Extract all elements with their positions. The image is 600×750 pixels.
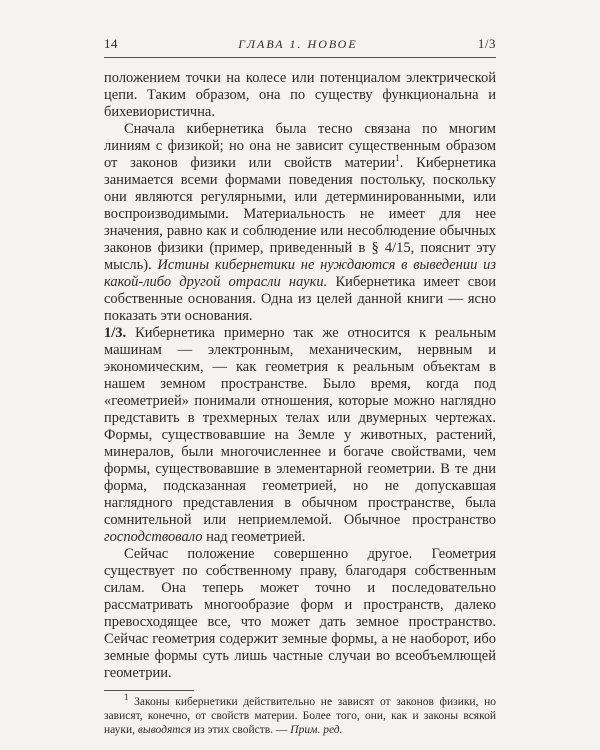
page-number: 14 <box>104 36 118 51</box>
running-header <box>104 36 496 52</box>
section-number: 1/3. <box>104 325 127 341</box>
main-text <box>104 70 496 682</box>
footnote-marker[interactable]: 1 <box>395 153 400 164</box>
emphasis-text: Истины кибернетики не нуждаются в выведении из какой-либо другой отрасли науки. <box>104 257 497 290</box>
footnote: $^1$ Законы кибернетики действительно не зависят от законов физики, но зависят, конечно, от свойств материи. Более того, они, как и законы всякой науки, выводятся из этих свойств. — Прим. ред. <box>104 692 496 736</box>
paragraph-1: положением точки на колесе или потенциалом электрической цепи. Таким образом, она по существу функциональна и бихевиористична. <box>104 70 496 120</box>
section-ref: 1/3 <box>477 36 496 51</box>
paragraph-4: Сейчас положение совершенно другое. Геометрия существует по собственному праву, благодаря собственным силам. Она теперь может точно и последовательно рассматривать многообразие форм и пространств, далеко превосходящее все, что может дать земное пространство. Сейчас геометрия содержит земные формы, а не наоборот, ибо земные формы суть лишь частные случаи во всеобъемлющей геометрии. <box>104 546 496 681</box>
paragraph-2: Сначала кибернетика была тесно связана по многим линиям с физикой; но она не зависит существенным образом от законов физики или свойств материи$^1$. Кибернетика занимается всеми формами поведения постольку, поскольку они являются регулярными, или детерминированными, или воспроизводимыми. Материальность не имеет для нее значения, равно как и соблюдение или несоблюдение обычных законов физики (пример, приведенный в § 4/15, пояснит эту мысль). Истины кибернетики не нуждаются в выведении из какой-либо другой отрасли науки. Кибернетика имеет свои собственные основания. Одна из целей данной книги — ясно показать эти основания. <box>104 121 497 324</box>
emphasis-text: господствовало <box>104 529 203 545</box>
running-title: ГЛАВА 1. НОВОЕ <box>238 37 358 51</box>
paragraph-section-1-3: 1/3. Кибернетика примерно так же относится к реальным машинам — электронным, механическим, нервным и экономическим, — как геометрия к реальным объектам в нашем земном пространстве. Было время, когда под «геометрией» понимали отношения, которые можно наглядно представить в трехмерных телах или двумерных чертежах. Формы, существовавшие на Земле у животных, растений, минералов, были многочисленнее и богаче свойствами, чем формы, существовавшие в элементарной геометрии. В те дни форма, подсказанная геометрией, но не допускавшая наглядного представления в обычном пространстве, была сомнительной или неприемлемой. Обычное пространство господствовало над геометрией. <box>104 325 496 545</box>
editor-note: Прим. ред. <box>290 724 343 736</box>
footnote-number: 1 <box>124 692 129 703</box>
header-rule <box>104 57 496 58</box>
footnote-rule <box>104 690 194 691</box>
